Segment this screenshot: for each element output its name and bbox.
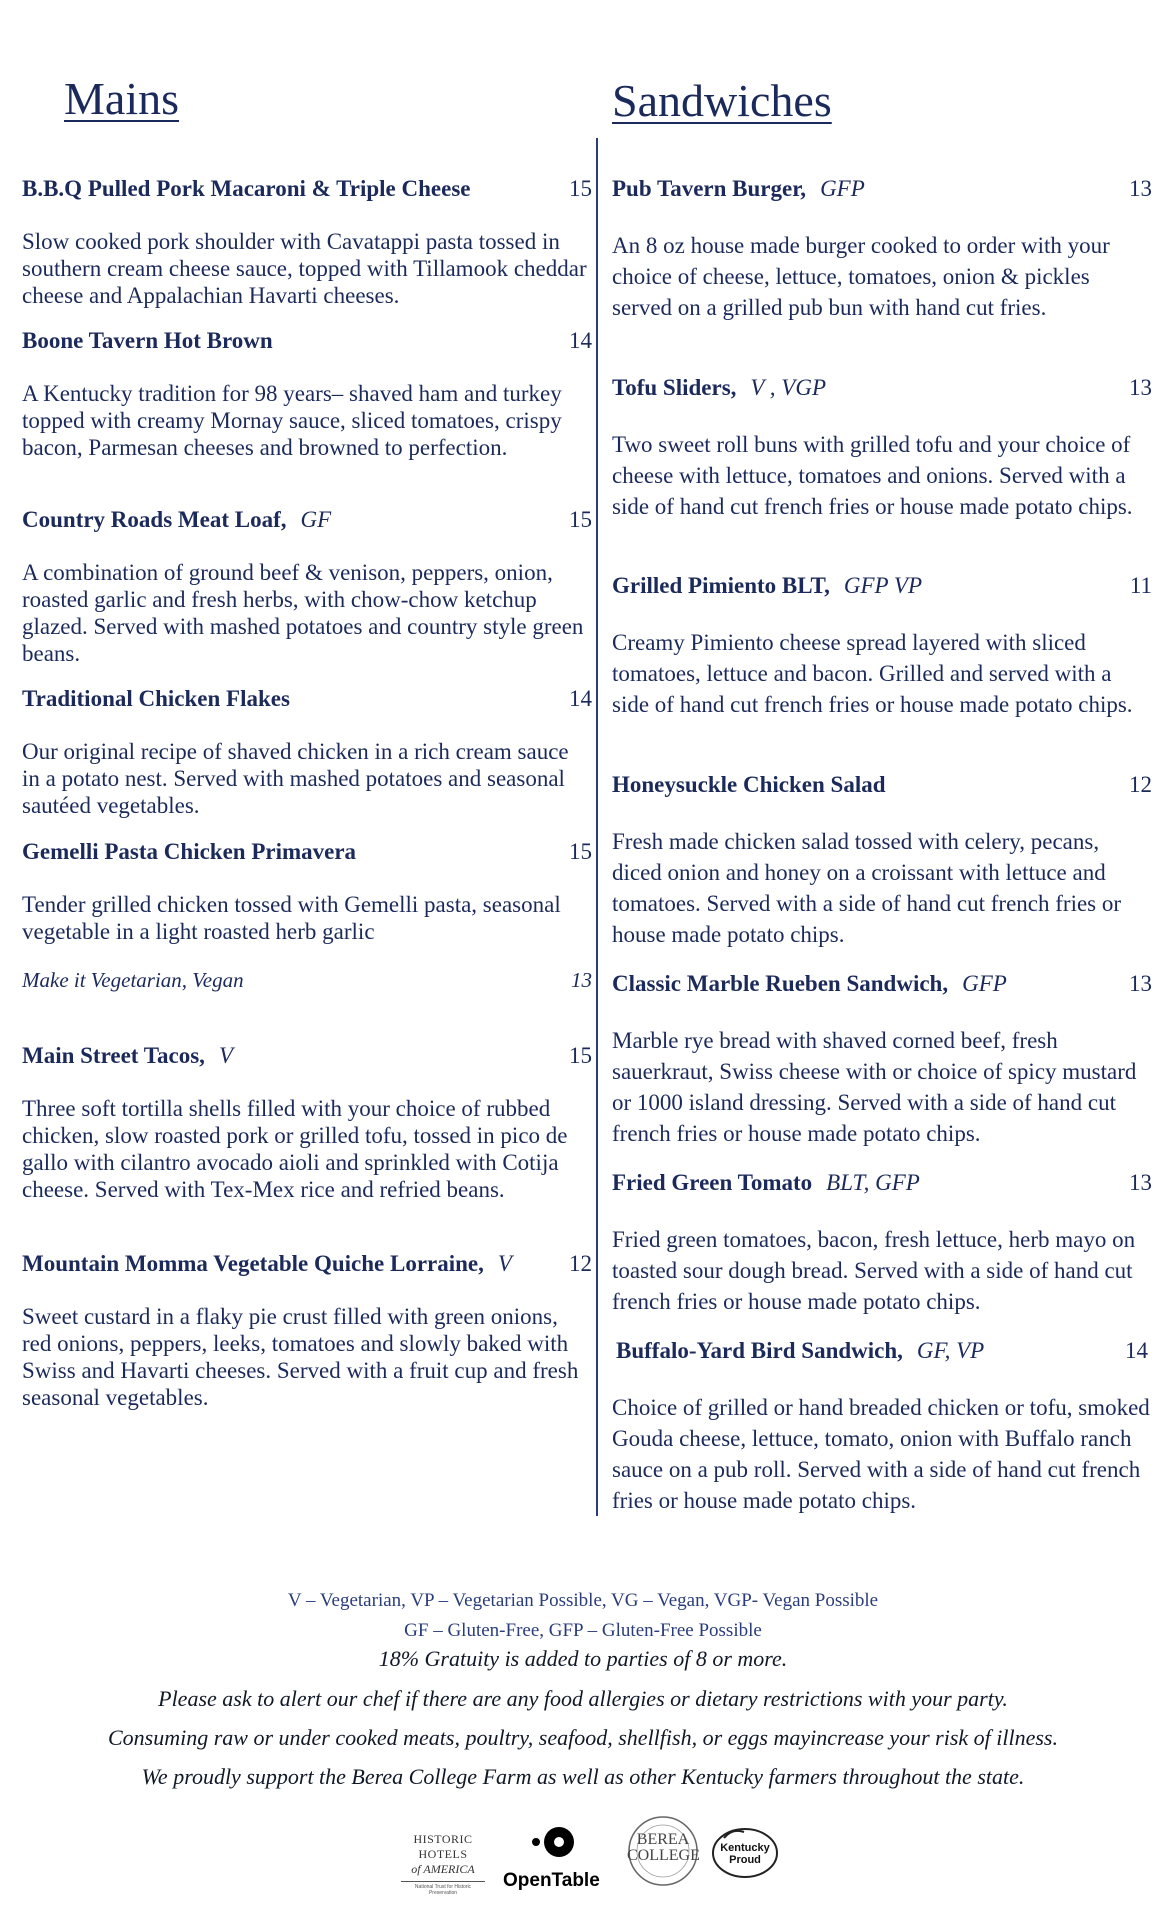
column-divider [596,138,598,1516]
allergy-notice: Please ask to alert our chef if there are any food allergies or dietary restrictions with your party. [158,1686,1008,1711]
item-description: Fresh made chicken salad tossed with celery, pecans, diced onion and honey on a croissant with lettuce and tomatoes. Served with a side of hand cut french fries or house made potato chips. [612,829,1122,947]
item-price: 15 [569,839,592,864]
item-name: Honeysuckle Chicken Salad [612,772,886,797]
dietary-legend-line-2: GF – Gluten-Free, GFP – Gluten-Free Possible [404,1620,762,1641]
item-price: 13 [1129,176,1152,201]
item-price: 15 [569,176,592,201]
item-price: 14 [1125,1338,1148,1363]
item-name: Traditional Chicken Flakes [22,686,290,711]
logo-text: COLLEGE [627,1847,700,1864]
logo-text: Proud [729,1854,761,1866]
item-price: 12 [1129,772,1152,797]
item-price: 12 [569,1251,592,1276]
item-tags: V [497,1251,512,1276]
item-name: Country Roads Meat Loaf, [22,507,287,532]
option-label: Make it Vegetarian, Vegan [22,968,244,992]
logo-text: HISTORIC HOTELS [413,1832,473,1861]
item-price: 13 [1129,971,1152,996]
item-description: Fried green tomatoes, bacon, fresh lettuce, herb mayo on toasted sour dough bread. Served with a side of hand cut french fries or house made potato chips. [612,1227,1136,1314]
menu-item [22,686,592,819]
item-description: Tender grilled chicken tossed with Gemelli pasta, seasonal vegetable in a light roasted herb garlic [22,892,561,944]
logo-text: of AMERICA [411,1862,475,1876]
logo-text: OpenTable [503,1870,600,1891]
item-name: Boone Tavern Hot Brown [22,328,273,353]
item-price: 11 [1129,573,1152,598]
logo-text: BEREA [636,1831,690,1848]
item-name: Pub Tavern Burger, [612,176,807,201]
item-description: Sweet custard in a flaky pie crust filled with green onions, red onions, peppers, leeks, tomatoes and slowly baked with Swiss and Havarti cheeses. Served with a fruit cup and fresh seasonal vegetables. [22,1304,579,1410]
mains-title: Mains [64,73,179,124]
item-tags: V [218,1043,233,1068]
item-name: Fried Green Tomato [612,1170,813,1195]
item-name: Buffalo-Yard Bird Sandwich, [616,1338,903,1363]
partner-logos [0,1810,1166,1910]
menu-item [22,1043,592,1203]
item-description: A Kentucky tradition for 98 years– shaved ham and turkey topped with creamy Mornay sauce, sliced tomatoes, crispy bacon, Parmesan cheeses and browned to perfection. [22,381,562,460]
item-description: Three soft tortilla shells filled with your choice of rubbed chicken, slow roasted pork or grilled tofu, tossed in pico de gallo with cilantro avocado aioli and sprinkled with Cotija cheese. Served with Tex-Mex rice and refried beans. [22,1096,568,1202]
logo-text: National Trust for Historic Preservation [401,1881,485,1896]
item-description: Marble rye bread with shaved corned beef, fresh sauerkraut, Swiss cheese with or choice of spicy mustard or 1000 island dressing. Served with a side of hand cut french fries or house made potato chips. [612,1028,1137,1146]
menu-item [612,176,1152,323]
menu-item [612,375,1152,522]
item-tags: GFP VP [843,573,923,598]
menu-item [612,772,1152,950]
item-tags: GF, VP [916,1338,985,1363]
historic-hotels-logo [395,1832,491,1896]
item-price: 13 [1129,1170,1152,1195]
item-description: Choice of grilled or hand breaded chicken or tofu, smoked Gouda cheese, lettuce, tomato, onion with Buffalo ranch sauce on a pub roll. Served with a side of hand cut french fries or house made potato chips. [612,1395,1150,1513]
item-name: Tofu Sliders, [612,375,737,400]
menu-item [22,328,592,461]
gratuity-notice: 18% Gratuity is added to parties of 8 or more. [378,1646,788,1671]
option-price: 13 [571,968,592,992]
item-name: Grilled Pimiento BLT, [612,573,830,598]
item-name: Classic Marble Rueben Sandwich, [612,971,949,996]
item-price: 15 [569,1043,592,1068]
item-price: 15 [569,507,592,532]
menu-item [22,507,592,667]
opentable-logo [503,1820,599,1892]
menu-item [612,1338,1152,1516]
menu-item [22,1251,592,1411]
menu-item [612,1170,1152,1317]
item-price: 14 [569,328,592,353]
item-tags: GFP [962,971,1007,996]
item-name: Main Street Tacos, [22,1043,205,1068]
menu-item [22,176,592,309]
menu-item [612,971,1152,1149]
item-tags: GF [300,507,332,532]
consumption-warning: Consuming raw or under cooked meats, poultry, seafood, shellfish, or eggs mayincrease your risk of illness. [107,1725,1058,1750]
item-name: B.B.Q Pulled Pork Macaroni & Triple Cheese [22,176,471,201]
item-tags: BLT, GFP [826,1170,920,1195]
item-description: Creamy Pimiento cheese spread layered with sliced tomatoes, lettuce and bacon. Grilled and served with a side of hand cut french fries or house made potato chips. [612,630,1133,717]
opentable-icon [521,1820,581,1870]
dietary-legend-line-1: V – Vegetarian, VP – Vegetarian Possible, VG – Vegan, VGP- Vegan Possible [287,1590,879,1611]
menu-item [612,573,1152,720]
item-description: Slow cooked pork shoulder with Cavatappi pasta tossed in southern cream cheese sauce, topped with Tillamook cheddar cheese and Appalachian Havarti cheeses. [22,229,587,308]
sandwiches-title: Sandwiches [612,75,832,126]
item-tags: V , VGP [750,375,827,400]
item-description: Our original recipe of shaved chicken in a rich cream sauce in a potato nest. Served with mashed potatoes and seasonal sautéed vegetables. [22,739,569,818]
item-tags: GFP [820,176,865,201]
kentucky-proud-logo [710,1820,780,1886]
item-description: Two sweet roll buns with grilled tofu and your choice of cheese with lettuce, tomatoes and onions. Served with a side of hand cut french fries or house made potato chips. [612,432,1133,519]
vegetarian-option [22,968,592,993]
logo-text: Kentucky [720,1842,770,1854]
support-statement: We proudly support the Berea College Farm as well as other Kentucky farmers throughout the state. [141,1764,1025,1789]
item-name: Gemelli Pasta Chicken Primavera [22,839,357,864]
item-description: An 8 oz house made burger cooked to order with your choice of cheese, lettuce, tomatoes, onion & pickles served on a grilled pub bun with hand cut fries. [612,233,1110,320]
item-name: Mountain Momma Vegetable Quiche Lorraine, [22,1251,484,1276]
item-price: 13 [1129,375,1152,400]
berea-college-seal [627,1810,699,1892]
menu-item [22,839,592,945]
item-description: A combination of ground beef & venison, peppers, onion, roasted garlic and fresh herbs, with chow-chow ketchup glazed. Served with mashed potatoes and country style green beans. [22,560,584,666]
item-price: 14 [569,686,592,711]
